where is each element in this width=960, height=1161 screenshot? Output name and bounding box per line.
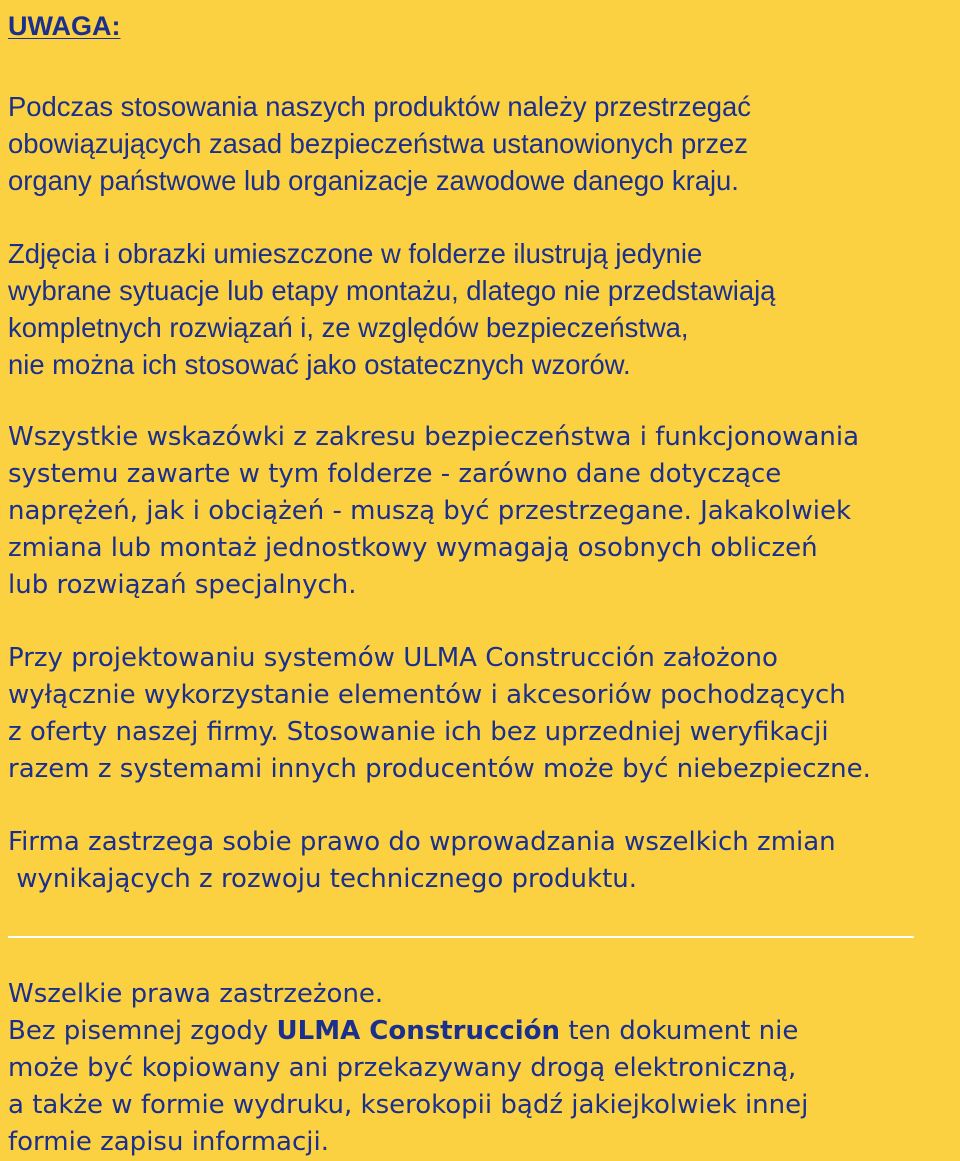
rights-text-after: ten dokument nie bbox=[560, 1016, 799, 1046]
paragraph-line bbox=[8, 1013, 952, 1050]
paragraph-line: obowiązujących zasad bezpieczeństwa ustanowionych przez bbox=[8, 128, 748, 159]
paragraph-line: razem z systemami innych producentów może być niebezpieczne. bbox=[8, 754, 871, 784]
paragraph-rights bbox=[8, 976, 952, 1161]
paragraph-line: a także w formie wydruku, kserokopii bądź jakiejkolwiek innej bbox=[8, 1090, 809, 1120]
paragraph-line: wybrane sytuacje lub etapy montażu, dlatego nie przedstawiają bbox=[8, 275, 776, 306]
paragraph-line: Wszystkie wskazówki z zakresu bezpieczeństwa i funkcjonowania bbox=[8, 422, 860, 452]
paragraph-line: lub rozwiązań specjalnych. bbox=[8, 570, 357, 600]
paragraph-line: Wszelkie prawa zastrzeżone. bbox=[8, 979, 384, 1009]
paragraph-line: Podczas stosowania naszych produktów należy przestrzegać bbox=[8, 91, 751, 122]
paragraph-line: nie można ich stosować jako ostatecznych wzorów. bbox=[8, 349, 631, 380]
paragraph-line: kompletnych rozwiązań i, ze względów bezpieczeństwa, bbox=[8, 312, 689, 343]
paragraph-line: systemu zawarte w tym folderze - zarówno dane dotyczące bbox=[8, 459, 782, 489]
paragraph-line: Przy projektowaniu systemów ULMA Construcción założono bbox=[8, 643, 778, 673]
paragraph-line: organy państwowe lub organizacje zawodowe danego kraju. bbox=[8, 165, 739, 196]
paragraph-line: wyłącznie wykorzystanie elementów i akcesoriów pochodzących bbox=[8, 680, 846, 710]
paragraph-line: naprężeń, jak i obciążeń - muszą być przestrzegane. Jakakolwiek bbox=[8, 496, 852, 526]
paragraph-line: Zdjęcia i obrazki umieszczone w folderze ilustrują jedynie bbox=[8, 238, 703, 269]
paragraph-guidelines bbox=[8, 419, 952, 604]
company-name: ULMA Construcción bbox=[276, 1016, 561, 1046]
paragraph-line: formie zapisu informacji. bbox=[8, 1127, 329, 1157]
notice-heading: UWAGA: bbox=[8, 11, 121, 41]
paragraph-line: może być kopiowany ani przekazywany drogą elektroniczną, bbox=[8, 1053, 797, 1083]
paragraph-safety-rules bbox=[8, 88, 952, 199]
paragraph-line: z oferty naszej firmy. Stosowanie ich bez uprzedniej weryfikacji bbox=[8, 717, 829, 747]
paragraph-system-design bbox=[8, 640, 952, 788]
paragraph-line: zmiana lub montaż jednostkowy wymagają osobnych obliczeń bbox=[8, 533, 818, 563]
rights-text-before: Bez pisemnej zgody bbox=[8, 1016, 277, 1046]
section-divider bbox=[8, 936, 914, 938]
paragraph-line: wynikających z rozwoju technicznego produktu. bbox=[8, 864, 638, 894]
paragraph-illustrations bbox=[8, 235, 952, 383]
paragraph-line: Firma zastrzega sobie prawo do wprowadzania wszelkich zmian bbox=[8, 827, 836, 857]
paragraph-changes-reserved bbox=[8, 824, 952, 898]
